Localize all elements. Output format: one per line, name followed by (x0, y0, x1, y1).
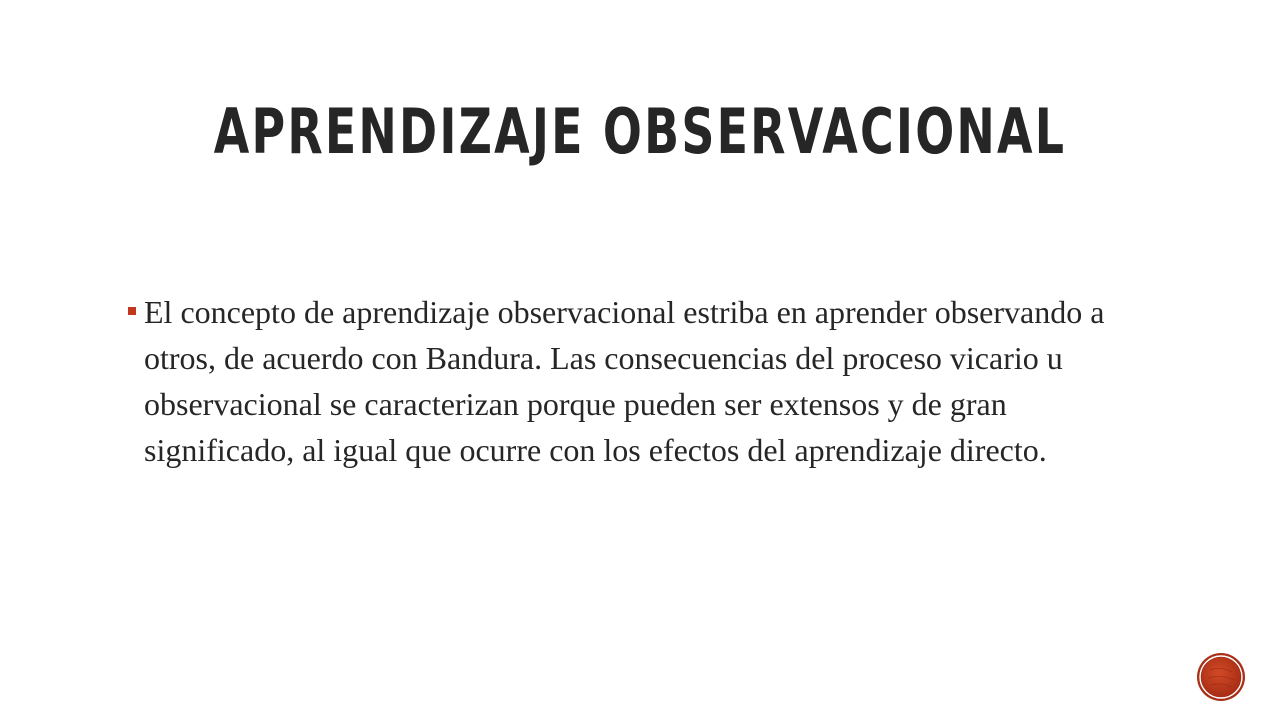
bullet-item (124, 289, 1124, 473)
square-bullet-icon (128, 307, 136, 315)
bullet-text: El concepto de aprendizaje observacional estriba en aprender observando a otros, de acuerdo con Bandura. Las consecuencias del proceso vicario u observacional se caracterizan porque pueden ser extensos y de gran significado, al igual que ocurre con los efectos del aprendizaje directo. (144, 294, 1105, 468)
slide-title: APRENDIZAJE OBSERVACIONAL (213, 95, 1067, 168)
red-circle-badge-icon (1196, 652, 1246, 702)
slide-content (124, 289, 1124, 473)
